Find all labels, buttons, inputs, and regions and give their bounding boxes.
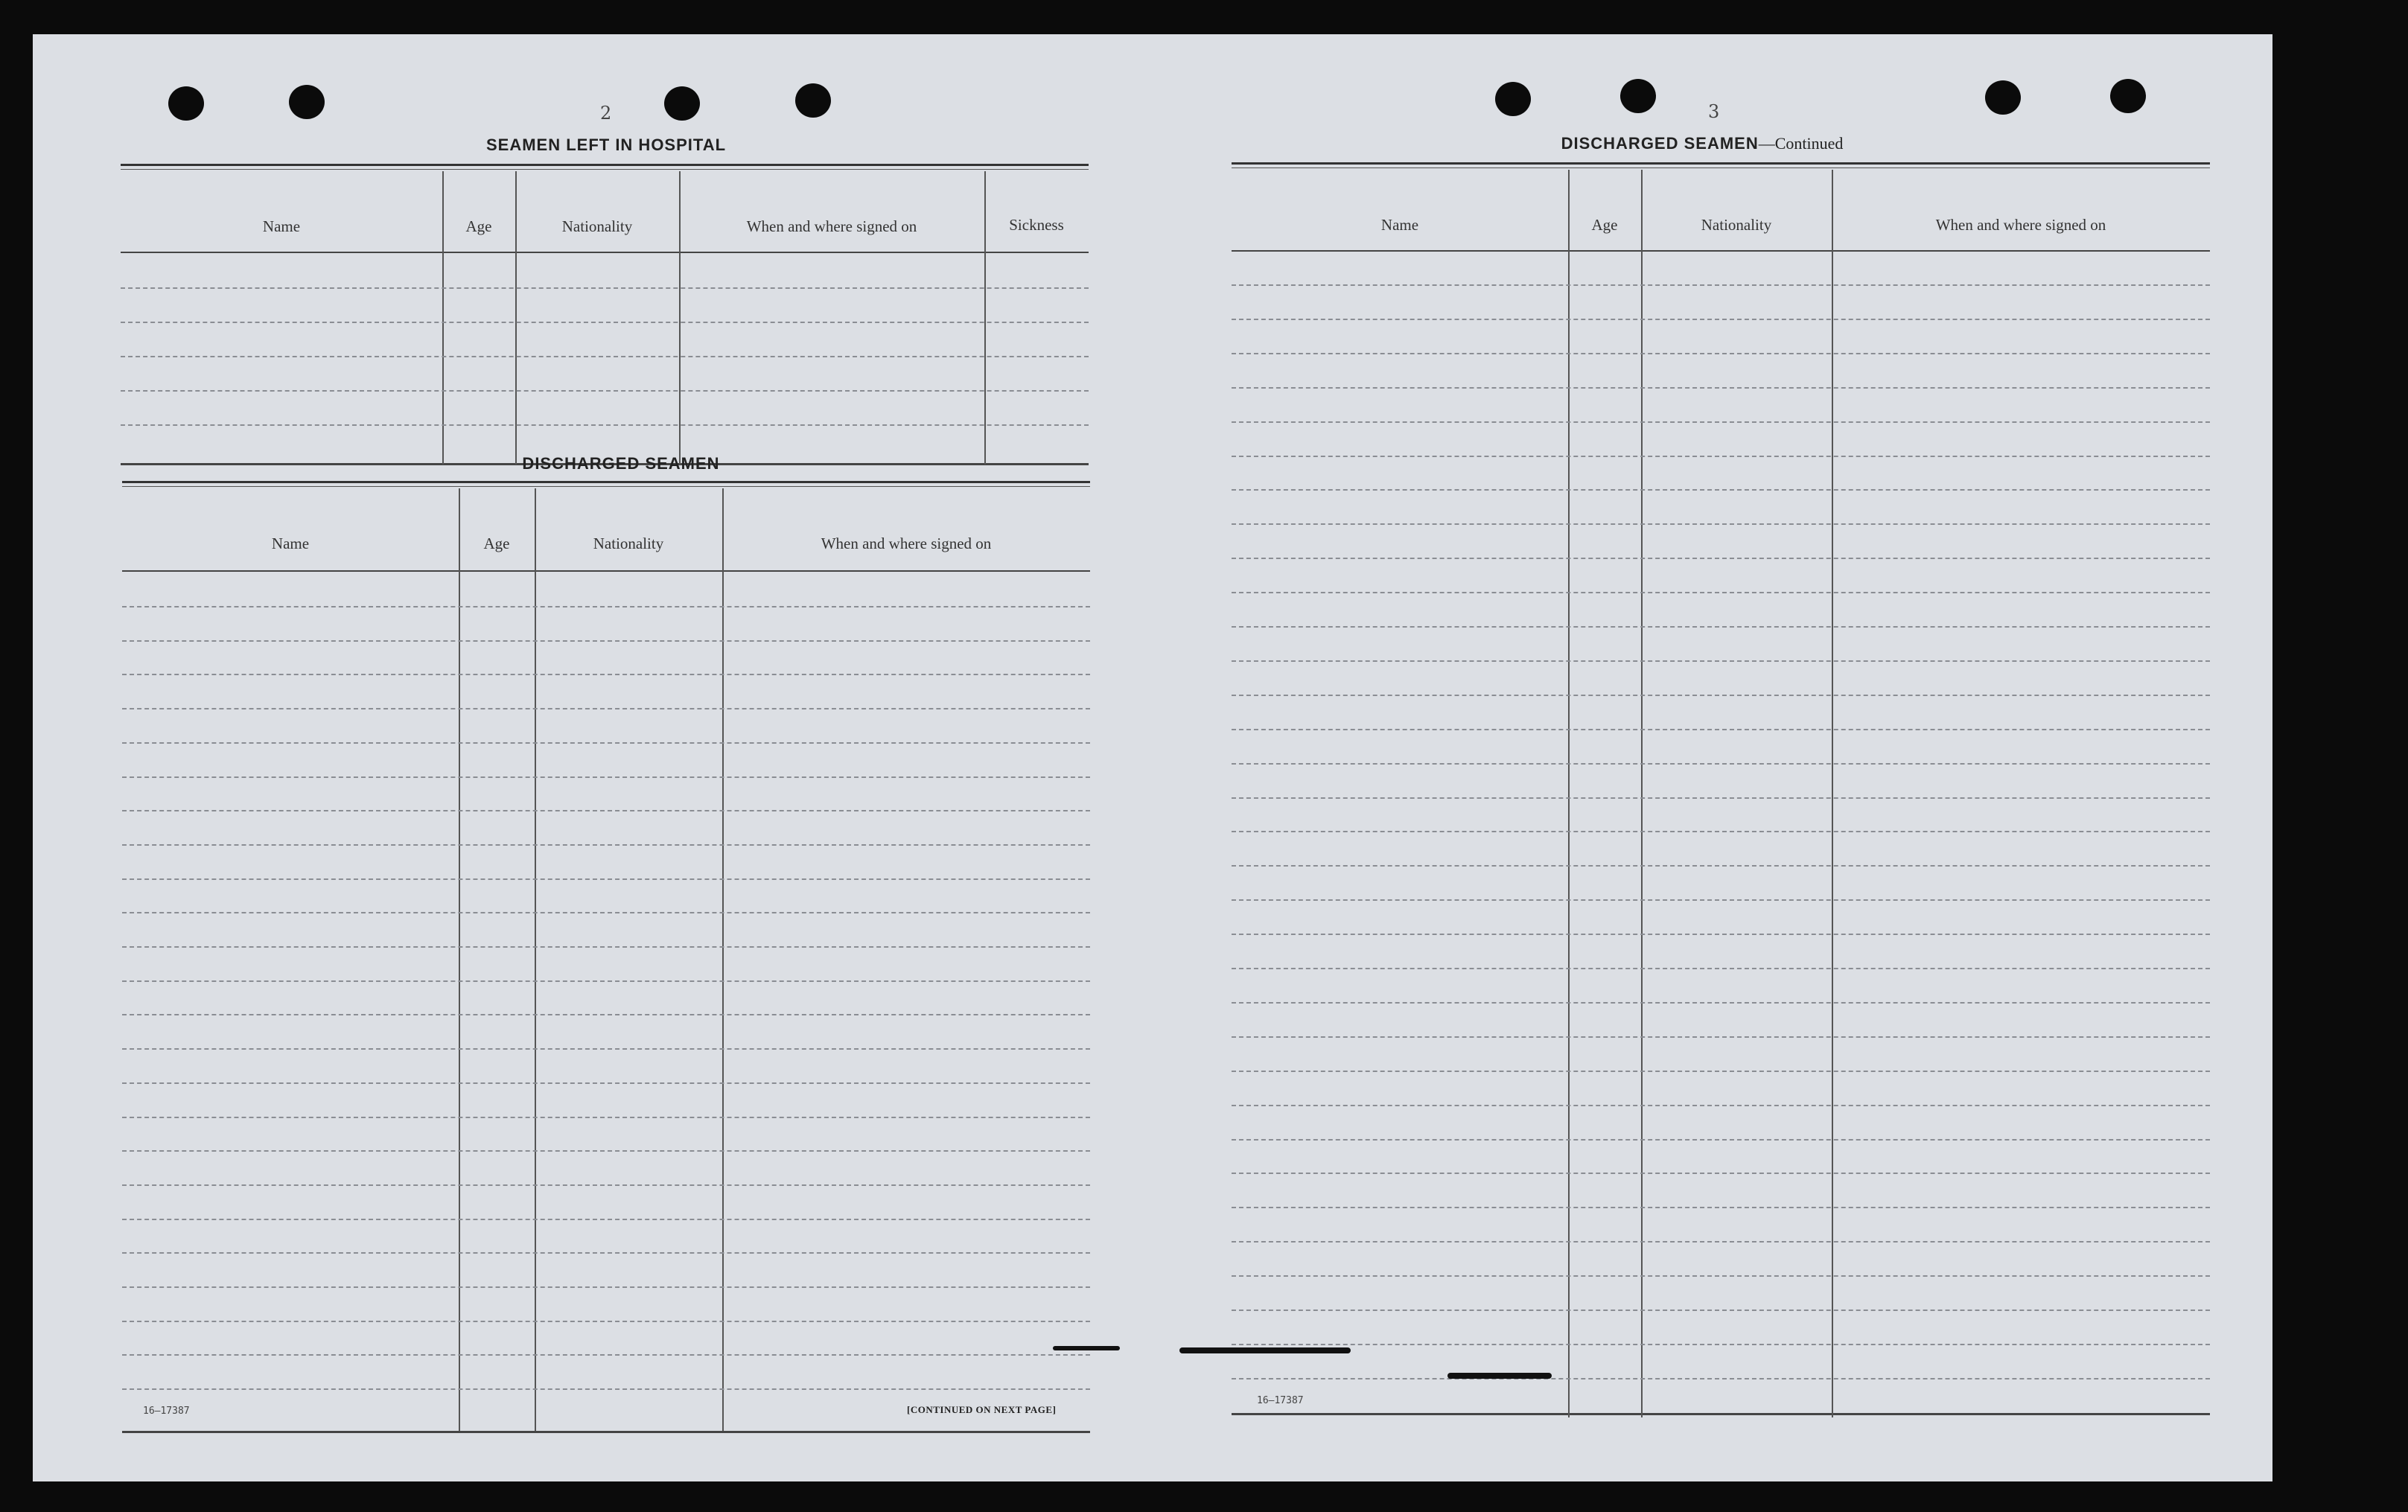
section-title-suffix: —Continued bbox=[1758, 134, 1844, 153]
ink-smudge bbox=[1179, 1347, 1351, 1353]
table-row bbox=[121, 287, 1089, 289]
table-row bbox=[1232, 1139, 2210, 1141]
table-row bbox=[1232, 421, 2210, 423]
document-sheet bbox=[33, 34, 2272, 1481]
ink-smudge bbox=[1053, 1346, 1120, 1350]
table-row bbox=[122, 912, 1090, 913]
table-row bbox=[122, 674, 1090, 675]
table-row bbox=[1232, 387, 2210, 389]
table-row bbox=[121, 322, 1089, 323]
table-row bbox=[1232, 353, 2210, 354]
table-row bbox=[122, 640, 1090, 642]
table-row bbox=[1232, 1207, 2210, 1208]
table-row bbox=[122, 1117, 1090, 1118]
table-row bbox=[1232, 1105, 2210, 1106]
table-row bbox=[1232, 1071, 2210, 1072]
column-header-name: Name bbox=[1380, 216, 1419, 234]
table-row bbox=[121, 356, 1089, 357]
punch-hole bbox=[168, 86, 204, 121]
column-header-nationality: Nationality bbox=[593, 535, 664, 552]
table-row bbox=[1232, 523, 2210, 525]
table-row bbox=[1232, 626, 2210, 628]
table-row bbox=[122, 742, 1090, 744]
form-code: 16—17387 bbox=[143, 1406, 190, 1417]
table-row bbox=[1232, 831, 2210, 832]
table-row bbox=[1232, 660, 2210, 662]
table-row bbox=[122, 1388, 1090, 1390]
table-row bbox=[1232, 899, 2210, 901]
ink-smudge bbox=[1447, 1373, 1552, 1379]
table-row bbox=[121, 424, 1089, 426]
table-row bbox=[121, 390, 1089, 392]
table-row bbox=[122, 1048, 1090, 1050]
table-row bbox=[1232, 284, 2210, 286]
punch-hole bbox=[1620, 79, 1656, 113]
form-code: 16—17387 bbox=[1257, 1395, 1304, 1406]
table-row bbox=[1232, 729, 2210, 730]
table-row bbox=[122, 1150, 1090, 1152]
table-row bbox=[122, 1082, 1090, 1084]
page-number: 3 bbox=[1708, 101, 1720, 122]
hospital-section-title: SEAMEN LEFT IN HOSPITAL bbox=[485, 135, 727, 154]
table-row bbox=[1232, 1310, 2210, 1311]
table-row bbox=[1232, 1241, 2210, 1243]
punch-hole bbox=[795, 83, 831, 118]
punch-hole bbox=[289, 85, 325, 119]
page-number: 2 bbox=[600, 103, 612, 124]
table-row bbox=[122, 1014, 1090, 1015]
table-row bbox=[1232, 865, 2210, 867]
table-row bbox=[1232, 695, 2210, 696]
punch-hole bbox=[1985, 80, 2021, 115]
table-row bbox=[1232, 1036, 2210, 1038]
discharged-continued-title bbox=[1561, 134, 1844, 153]
table-row bbox=[122, 844, 1090, 846]
continued-note: [CONTINUED ON NEXT PAGE] bbox=[907, 1404, 1057, 1415]
punch-hole bbox=[2110, 79, 2146, 113]
table-row bbox=[122, 1354, 1090, 1356]
table-row bbox=[1232, 456, 2210, 457]
table-row bbox=[1232, 934, 2210, 935]
table-row bbox=[122, 1219, 1090, 1220]
table-row bbox=[1232, 797, 2210, 799]
punch-hole bbox=[664, 86, 700, 121]
section-title-text: DISCHARGED SEAMEN bbox=[1561, 134, 1759, 153]
table-row bbox=[122, 878, 1090, 880]
table-row bbox=[1232, 489, 2210, 491]
column-header-nationality: Nationality bbox=[561, 217, 633, 235]
column-header-name: Name bbox=[271, 535, 310, 552]
table-row bbox=[1232, 592, 2210, 593]
table-row bbox=[122, 810, 1090, 811]
table-row bbox=[122, 1252, 1090, 1254]
table-row bbox=[122, 1184, 1090, 1186]
hospital-table bbox=[121, 164, 1089, 466]
table-row bbox=[1232, 1344, 2210, 1345]
column-header-age: Age bbox=[465, 217, 492, 235]
table-row bbox=[122, 606, 1090, 607]
discharged-section-title: DISCHARGED SEAMEN bbox=[522, 454, 720, 473]
column-header-when-where: When and where signed on bbox=[746, 217, 917, 235]
table-row bbox=[1232, 968, 2210, 969]
table-row bbox=[1232, 1002, 2210, 1004]
column-header-sickness: Sickness bbox=[1009, 216, 1064, 234]
table-row bbox=[1232, 319, 2210, 320]
discharged-continued-table bbox=[1232, 162, 2210, 1422]
column-header-nationality: Nationality bbox=[1701, 216, 1772, 234]
discharged-table bbox=[122, 481, 1090, 1435]
table-row bbox=[122, 1286, 1090, 1288]
table-row bbox=[1232, 763, 2210, 765]
column-header-age: Age bbox=[1591, 216, 1618, 234]
column-header-name: Name bbox=[262, 217, 301, 235]
table-row bbox=[122, 776, 1090, 778]
column-header-when-where: When and where signed on bbox=[821, 535, 992, 552]
table-row bbox=[1232, 1173, 2210, 1174]
column-header-age: Age bbox=[483, 535, 510, 552]
table-row bbox=[122, 708, 1090, 709]
table-row bbox=[1232, 1275, 2210, 1277]
table-row bbox=[1232, 1378, 2210, 1379]
table-row bbox=[122, 946, 1090, 948]
punch-hole bbox=[1495, 82, 1531, 116]
table-row bbox=[1232, 558, 2210, 559]
column-header-when-where: When and where signed on bbox=[1935, 216, 2106, 234]
table-row bbox=[122, 1321, 1090, 1322]
table-row bbox=[122, 980, 1090, 982]
